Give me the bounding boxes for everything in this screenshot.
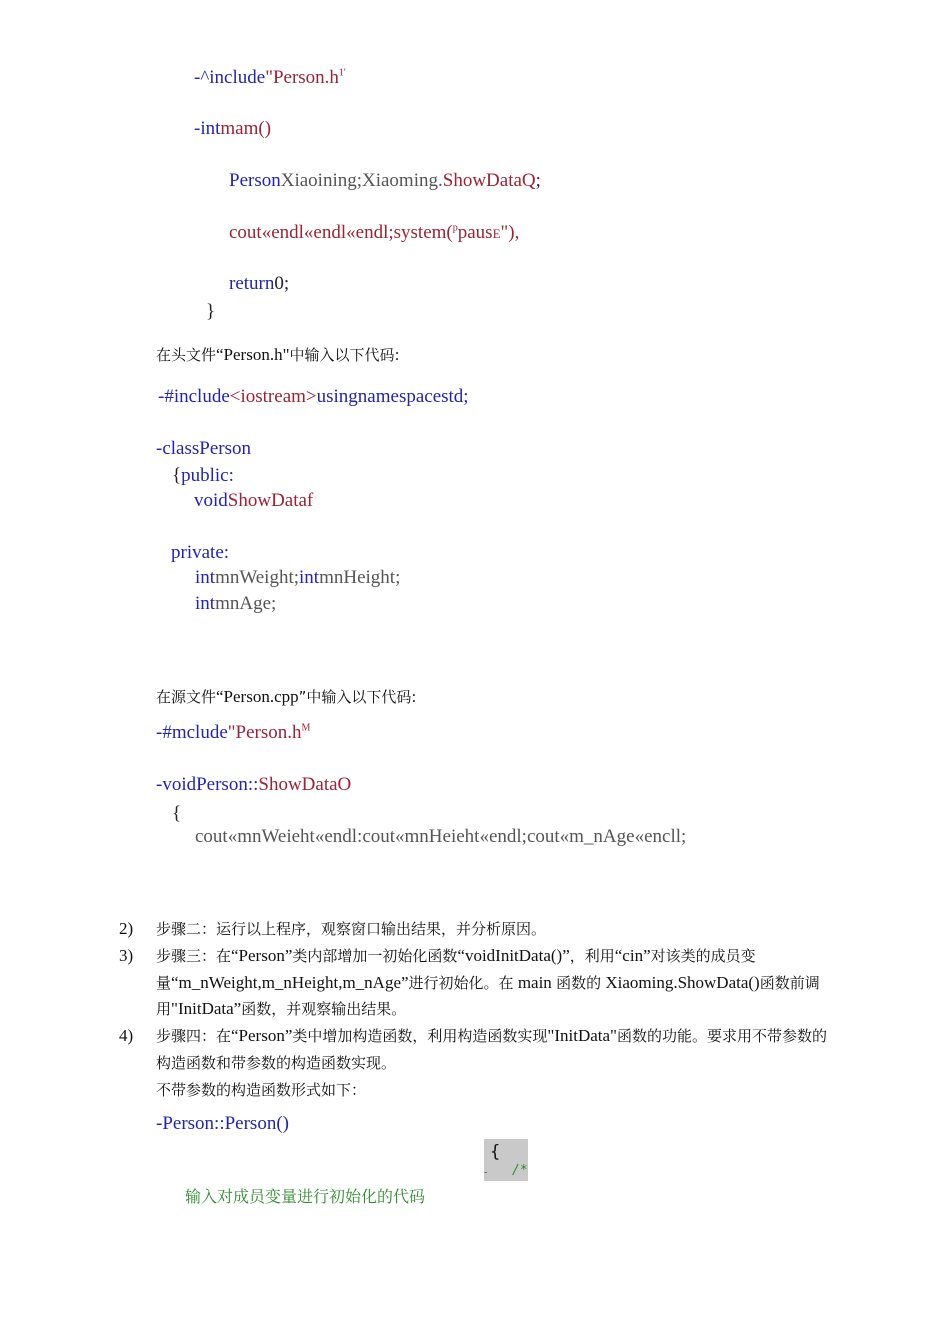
code-line-private: private:: [171, 542, 230, 563]
thumbnail-brace: {: [490, 1142, 501, 1162]
step-3-line-1: 步骤三：在“Person”类内部增加一初始化函数“voidInitData()”，利用“cin”对该类的成员变: [156, 946, 756, 965]
code-line-include-iostream: -#include<iostream>usingnamespacestd;: [158, 386, 469, 407]
init-code-comment: 输入对成员变量进行初始化的代码: [185, 1187, 426, 1206]
code-line-weight-height: intmnWeight;intmnHeight;: [195, 567, 401, 588]
step-3-line-3: 用"InitData”函数，并观察输出结果。: [156, 999, 407, 1018]
step-3-number: 3): [119, 946, 134, 965]
code-line-age: intmnAge;: [195, 593, 277, 614]
code-line-constructor: -Person::Person(): [156, 1113, 289, 1134]
code-line-public: {public:: [172, 465, 234, 486]
code-line-include-person: $-\^{}include"Person.h^{1'}$: [194, 67, 346, 88]
code-line-cout-members: cout«mnWeieht«endl:cout«mnHeieht«endl;cout«m_nAge«encll;: [195, 826, 687, 847]
code-line-showdata-decl: voidShowDataf: [194, 490, 314, 511]
code-line-class-person: -classPerson: [156, 438, 251, 459]
code-line-close-brace: }: [206, 301, 216, 322]
step-4-line-3: 不带参数的构造函数形式如下：: [156, 1081, 367, 1099]
code-line-mclude: $-\#mclude"Person.h^M$: [156, 722, 311, 743]
header-file-instruction: 在头文件“Person.h"中输入以下代码:: [156, 345, 400, 364]
step-2-text: 步骤二：运行以上程序，观察窗口输出结果，并分析原因。: [156, 920, 547, 938]
code-line-main: -intmam(): [194, 118, 272, 139]
step-3-line-2: 量“m_nWeight,m_nHeight,m_nAge”进行初始化。在 main 函数的 Xiaoming.ShowData()函数前调: [156, 973, 820, 992]
thumbnail-comment: /*: [512, 1163, 528, 1178]
code-line-return: return0;: [229, 273, 290, 294]
code-line-showdata-def: -voidPerson::ShowDataO: [156, 774, 352, 795]
code-line-cout-system: cout«endl«endl«endl;system($^p$pausE"),: [229, 222, 520, 243]
step-4-line-2: 构造函数和带参数的构造函数实现。: [156, 1054, 397, 1072]
code-line-open-brace: {: [172, 803, 182, 824]
step-2-number: 2): [119, 919, 134, 938]
code-screenshot-thumbnail: [484, 1139, 528, 1181]
source-file-instruction: 在源文件“Person.cpp”中输入以下代码:: [156, 687, 417, 706]
code-line-object: PersonXiaoining;Xiaoming.ShowDataQ;: [229, 170, 541, 191]
thumbnail-mark: -: [484, 1167, 488, 1178]
step-4-line-1: 步骤四：在“Person”类中增加构造函数，利用构造函数实现"InitData"函数的功能。要求用不带参数的: [156, 1026, 827, 1045]
step-4-number: 4): [119, 1026, 134, 1045]
